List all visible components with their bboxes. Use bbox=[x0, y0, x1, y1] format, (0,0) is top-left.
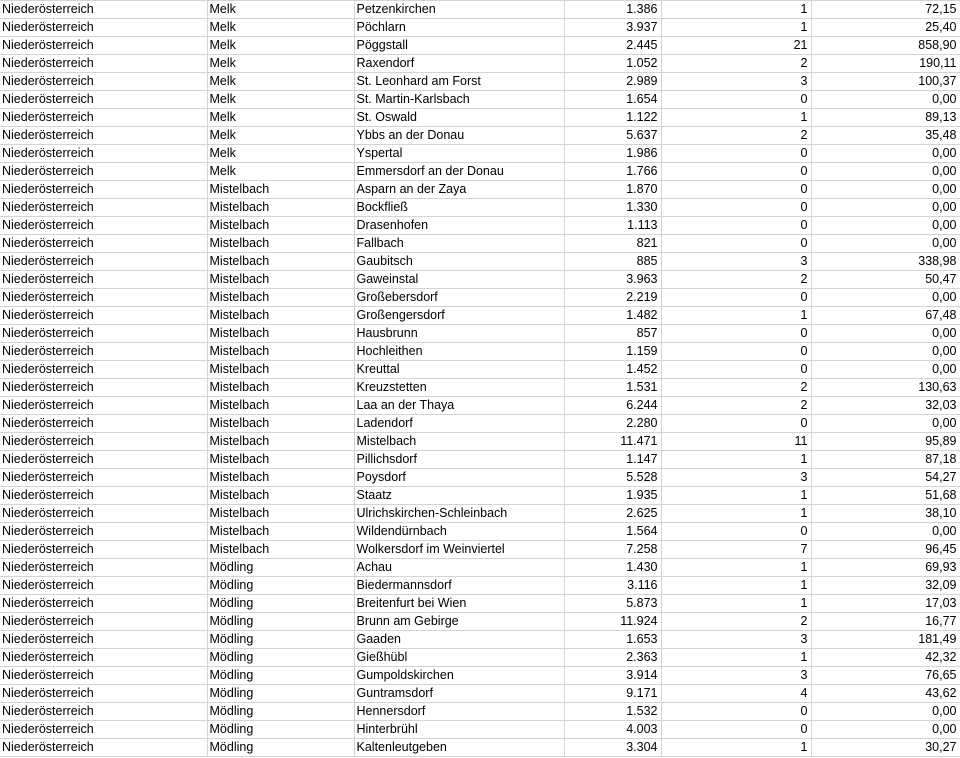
population-cell[interactable]: 2.219 bbox=[564, 289, 661, 307]
rate-cell[interactable]: 0,00 bbox=[811, 325, 960, 343]
table-row bbox=[0, 631, 960, 649]
district-cell[interactable]: Mistelbach bbox=[207, 541, 354, 559]
state-cell[interactable]: Niederösterreich bbox=[0, 595, 207, 613]
municipality-cell[interactable]: Großebersdorf bbox=[354, 289, 564, 307]
municipality-cell[interactable]: Mistelbach bbox=[354, 433, 564, 451]
count-cell[interactable]: 0 bbox=[661, 181, 811, 199]
table-row bbox=[0, 325, 960, 343]
table-row bbox=[0, 595, 960, 613]
population-cell[interactable]: 1.870 bbox=[564, 181, 661, 199]
table-row bbox=[0, 577, 960, 595]
district-cell[interactable]: Mödling bbox=[207, 613, 354, 631]
table-row bbox=[0, 343, 960, 361]
district-cell[interactable]: Melk bbox=[207, 127, 354, 145]
rate-cell[interactable]: 17,03 bbox=[811, 595, 960, 613]
population-cell[interactable]: 1.430 bbox=[564, 559, 661, 577]
population-cell[interactable]: 3.937 bbox=[564, 19, 661, 37]
table-row bbox=[0, 307, 960, 325]
rate-cell[interactable]: 16,77 bbox=[811, 613, 960, 631]
municipality-cell[interactable]: Hennersdorf bbox=[354, 703, 564, 721]
count-cell[interactable]: 0 bbox=[661, 523, 811, 541]
state-cell[interactable]: Niederösterreich bbox=[0, 379, 207, 397]
state-cell[interactable]: Niederösterreich bbox=[0, 73, 207, 91]
municipality-cell[interactable]: Ulrichskirchen-Schleinbach bbox=[354, 505, 564, 523]
rate-cell[interactable]: 95,89 bbox=[811, 433, 960, 451]
count-cell[interactable]: 1 bbox=[661, 577, 811, 595]
district-cell[interactable]: Mistelbach bbox=[207, 379, 354, 397]
count-cell[interactable]: 0 bbox=[661, 235, 811, 253]
table-row bbox=[0, 613, 960, 631]
state-cell[interactable]: Niederösterreich bbox=[0, 505, 207, 523]
count-cell[interactable]: 1 bbox=[661, 487, 811, 505]
municipality-cell[interactable]: Brunn am Gebirge bbox=[354, 613, 564, 631]
municipality-cell[interactable]: Gumpoldskirchen bbox=[354, 667, 564, 685]
rate-cell[interactable]: 38,10 bbox=[811, 505, 960, 523]
population-cell[interactable]: 11.924 bbox=[564, 613, 661, 631]
municipality-cell[interactable]: Emmersdorf an der Donau bbox=[354, 163, 564, 181]
table-row bbox=[0, 379, 960, 397]
rate-cell[interactable]: 51,68 bbox=[811, 487, 960, 505]
district-cell[interactable]: Mistelbach bbox=[207, 289, 354, 307]
table-row bbox=[0, 199, 960, 217]
municipality-cell[interactable]: Wildendürnbach bbox=[354, 523, 564, 541]
district-cell[interactable]: Mödling bbox=[207, 559, 354, 577]
count-cell[interactable]: 2 bbox=[661, 55, 811, 73]
state-cell[interactable]: Niederösterreich bbox=[0, 145, 207, 163]
table-row bbox=[0, 73, 960, 91]
state-cell[interactable]: Niederösterreich bbox=[0, 199, 207, 217]
municipality-cell[interactable]: Laa an der Thaya bbox=[354, 397, 564, 415]
rate-cell[interactable]: 338,98 bbox=[811, 253, 960, 271]
district-cell[interactable]: Mödling bbox=[207, 631, 354, 649]
count-cell[interactable]: 0 bbox=[661, 145, 811, 163]
population-cell[interactable]: 2.445 bbox=[564, 37, 661, 55]
state-cell[interactable]: Niederösterreich bbox=[0, 703, 207, 721]
municipality-cell[interactable]: Poysdorf bbox=[354, 469, 564, 487]
district-cell[interactable]: Mistelbach bbox=[207, 361, 354, 379]
rate-cell[interactable]: 72,15 bbox=[811, 1, 960, 19]
state-cell[interactable]: Niederösterreich bbox=[0, 559, 207, 577]
rate-cell[interactable]: 181,49 bbox=[811, 631, 960, 649]
population-cell[interactable]: 857 bbox=[564, 325, 661, 343]
population-cell[interactable]: 1.330 bbox=[564, 199, 661, 217]
table-row bbox=[0, 703, 960, 721]
state-cell[interactable]: Niederösterreich bbox=[0, 577, 207, 595]
rate-cell[interactable]: 0,00 bbox=[811, 181, 960, 199]
district-cell[interactable]: Mistelbach bbox=[207, 487, 354, 505]
rate-cell[interactable]: 87,18 bbox=[811, 451, 960, 469]
count-cell[interactable]: 1 bbox=[661, 595, 811, 613]
district-cell[interactable]: Mistelbach bbox=[207, 505, 354, 523]
state-cell[interactable]: Niederösterreich bbox=[0, 361, 207, 379]
table-row bbox=[0, 523, 960, 541]
district-cell[interactable]: Mistelbach bbox=[207, 469, 354, 487]
table-row bbox=[0, 451, 960, 469]
count-cell[interactable]: 0 bbox=[661, 91, 811, 109]
rate-cell[interactable]: 30,27 bbox=[811, 739, 960, 757]
population-cell[interactable]: 1.766 bbox=[564, 163, 661, 181]
table-row bbox=[0, 55, 960, 73]
population-cell[interactable]: 11.471 bbox=[564, 433, 661, 451]
rate-cell[interactable]: 32,03 bbox=[811, 397, 960, 415]
rate-cell[interactable]: 858,90 bbox=[811, 37, 960, 55]
table-row bbox=[0, 181, 960, 199]
state-cell[interactable]: Niederösterreich bbox=[0, 523, 207, 541]
population-cell[interactable]: 1.122 bbox=[564, 109, 661, 127]
count-cell[interactable]: 0 bbox=[661, 217, 811, 235]
count-cell[interactable]: 0 bbox=[661, 721, 811, 739]
state-cell[interactable]: Niederösterreich bbox=[0, 631, 207, 649]
count-cell[interactable]: 2 bbox=[661, 379, 811, 397]
count-cell[interactable]: 2 bbox=[661, 127, 811, 145]
state-cell[interactable]: Niederösterreich bbox=[0, 1, 207, 19]
count-cell[interactable]: 2 bbox=[661, 613, 811, 631]
state-cell[interactable]: Niederösterreich bbox=[0, 451, 207, 469]
table-row bbox=[0, 667, 960, 685]
population-cell[interactable]: 1.386 bbox=[564, 1, 661, 19]
count-cell[interactable]: 1 bbox=[661, 739, 811, 757]
count-cell[interactable]: 0 bbox=[661, 415, 811, 433]
district-cell[interactable]: Mödling bbox=[207, 721, 354, 739]
municipality-cell[interactable]: Yspertal bbox=[354, 145, 564, 163]
state-cell[interactable]: Niederösterreich bbox=[0, 217, 207, 235]
municipality-cell[interactable]: Petzenkirchen bbox=[354, 1, 564, 19]
municipality-cell[interactable]: Hausbrunn bbox=[354, 325, 564, 343]
state-cell[interactable]: Niederösterreich bbox=[0, 649, 207, 667]
municipality-cell[interactable]: Kreuzstetten bbox=[354, 379, 564, 397]
population-cell[interactable]: 1.653 bbox=[564, 631, 661, 649]
municipality-cell[interactable]: Hochleithen bbox=[354, 343, 564, 361]
table-row bbox=[0, 91, 960, 109]
count-cell[interactable]: 0 bbox=[661, 163, 811, 181]
municipality-cell[interactable]: Ladendorf bbox=[354, 415, 564, 433]
table-row bbox=[0, 397, 960, 415]
rate-cell[interactable]: 25,40 bbox=[811, 19, 960, 37]
municipality-cell[interactable]: Asparn an der Zaya bbox=[354, 181, 564, 199]
rate-cell[interactable]: 0,00 bbox=[811, 235, 960, 253]
state-cell[interactable]: Niederösterreich bbox=[0, 325, 207, 343]
table-row bbox=[0, 559, 960, 577]
population-cell[interactable]: 1.935 bbox=[564, 487, 661, 505]
table-row bbox=[0, 253, 960, 271]
count-cell[interactable]: 3 bbox=[661, 667, 811, 685]
count-cell[interactable]: 0 bbox=[661, 343, 811, 361]
population-cell[interactable]: 5.873 bbox=[564, 595, 661, 613]
population-cell[interactable]: 1.147 bbox=[564, 451, 661, 469]
table-row bbox=[0, 433, 960, 451]
population-cell[interactable]: 1.986 bbox=[564, 145, 661, 163]
state-cell[interactable]: Niederösterreich bbox=[0, 37, 207, 55]
count-cell[interactable]: 4 bbox=[661, 685, 811, 703]
table-row bbox=[0, 505, 960, 523]
rate-cell[interactable]: 0,00 bbox=[811, 163, 960, 181]
population-cell[interactable]: 1.654 bbox=[564, 91, 661, 109]
state-cell[interactable]: Niederösterreich bbox=[0, 433, 207, 451]
spreadsheet-body bbox=[0, 1, 960, 757]
state-cell[interactable]: Niederösterreich bbox=[0, 109, 207, 127]
count-cell[interactable]: 1 bbox=[661, 451, 811, 469]
district-cell[interactable]: Mistelbach bbox=[207, 433, 354, 451]
municipality-cell[interactable]: Drasenhofen bbox=[354, 217, 564, 235]
table-row bbox=[0, 217, 960, 235]
state-cell[interactable]: Niederösterreich bbox=[0, 289, 207, 307]
state-cell[interactable]: Niederösterreich bbox=[0, 127, 207, 145]
table-row bbox=[0, 739, 960, 757]
rate-cell[interactable]: 35,48 bbox=[811, 127, 960, 145]
district-cell[interactable]: Melk bbox=[207, 109, 354, 127]
district-cell[interactable]: Mödling bbox=[207, 577, 354, 595]
district-cell[interactable]: Mödling bbox=[207, 703, 354, 721]
rate-cell[interactable]: 69,93 bbox=[811, 559, 960, 577]
rate-cell[interactable]: 100,37 bbox=[811, 73, 960, 91]
count-cell[interactable]: 2 bbox=[661, 271, 811, 289]
district-cell[interactable]: Mödling bbox=[207, 739, 354, 757]
district-cell[interactable]: Mistelbach bbox=[207, 271, 354, 289]
population-cell[interactable]: 6.244 bbox=[564, 397, 661, 415]
table-row bbox=[0, 1, 960, 19]
population-cell[interactable]: 3.914 bbox=[564, 667, 661, 685]
district-cell[interactable]: Mistelbach bbox=[207, 343, 354, 361]
population-cell[interactable]: 5.637 bbox=[564, 127, 661, 145]
count-cell[interactable]: 2 bbox=[661, 397, 811, 415]
municipality-cell[interactable]: Pillichsdorf bbox=[354, 451, 564, 469]
table-row bbox=[0, 289, 960, 307]
rate-cell[interactable]: 67,48 bbox=[811, 307, 960, 325]
population-cell[interactable]: 3.116 bbox=[564, 577, 661, 595]
count-cell[interactable]: 3 bbox=[661, 469, 811, 487]
rate-cell[interactable]: 89,13 bbox=[811, 109, 960, 127]
rate-cell[interactable]: 0,00 bbox=[811, 199, 960, 217]
district-cell[interactable]: Mistelbach bbox=[207, 397, 354, 415]
state-cell[interactable]: Niederösterreich bbox=[0, 667, 207, 685]
rate-cell[interactable]: 42,32 bbox=[811, 649, 960, 667]
rate-cell[interactable]: 0,00 bbox=[811, 217, 960, 235]
table-row bbox=[0, 415, 960, 433]
population-cell[interactable]: 2.363 bbox=[564, 649, 661, 667]
district-cell[interactable]: Mistelbach bbox=[207, 325, 354, 343]
state-cell[interactable]: Niederösterreich bbox=[0, 163, 207, 181]
rate-cell[interactable]: 0,00 bbox=[811, 415, 960, 433]
state-cell[interactable]: Niederösterreich bbox=[0, 721, 207, 739]
population-cell[interactable]: 1.482 bbox=[564, 307, 661, 325]
table-row bbox=[0, 19, 960, 37]
state-cell[interactable]: Niederösterreich bbox=[0, 343, 207, 361]
district-cell[interactable]: Mistelbach bbox=[207, 523, 354, 541]
district-cell[interactable]: Melk bbox=[207, 91, 354, 109]
district-cell[interactable]: Mödling bbox=[207, 667, 354, 685]
state-cell[interactable]: Niederösterreich bbox=[0, 739, 207, 757]
municipality-cell[interactable]: Staatz bbox=[354, 487, 564, 505]
table-row bbox=[0, 235, 960, 253]
district-cell[interactable]: Mödling bbox=[207, 685, 354, 703]
rate-cell[interactable]: 130,63 bbox=[811, 379, 960, 397]
population-cell[interactable]: 3.963 bbox=[564, 271, 661, 289]
district-cell[interactable]: Mistelbach bbox=[207, 217, 354, 235]
municipality-cell[interactable]: Achau bbox=[354, 559, 564, 577]
municipality-cell[interactable]: Breitenfurt bei Wien bbox=[354, 595, 564, 613]
table-row bbox=[0, 469, 960, 487]
rate-cell[interactable]: 0,00 bbox=[811, 91, 960, 109]
population-cell[interactable]: 885 bbox=[564, 253, 661, 271]
rate-cell[interactable]: 96,45 bbox=[811, 541, 960, 559]
municipality-cell[interactable]: Pöchlarn bbox=[354, 19, 564, 37]
population-cell[interactable]: 821 bbox=[564, 235, 661, 253]
count-cell[interactable]: 3 bbox=[661, 253, 811, 271]
district-cell[interactable]: Melk bbox=[207, 37, 354, 55]
population-cell[interactable]: 2.625 bbox=[564, 505, 661, 523]
rate-cell[interactable]: 0,00 bbox=[811, 361, 960, 379]
table-row bbox=[0, 37, 960, 55]
municipality-cell[interactable]: Gaaden bbox=[354, 631, 564, 649]
population-cell[interactable]: 2.280 bbox=[564, 415, 661, 433]
population-cell[interactable]: 1.531 bbox=[564, 379, 661, 397]
municipality-cell[interactable]: St. Oswald bbox=[354, 109, 564, 127]
state-cell[interactable]: Niederösterreich bbox=[0, 541, 207, 559]
count-cell[interactable]: 0 bbox=[661, 199, 811, 217]
municipality-cell[interactable]: Bockfließ bbox=[354, 199, 564, 217]
state-cell[interactable]: Niederösterreich bbox=[0, 235, 207, 253]
state-cell[interactable]: Niederösterreich bbox=[0, 253, 207, 271]
municipality-cell[interactable]: Großengersdorf bbox=[354, 307, 564, 325]
rate-cell[interactable]: 54,27 bbox=[811, 469, 960, 487]
count-cell[interactable]: 3 bbox=[661, 73, 811, 91]
rate-cell[interactable]: 76,65 bbox=[811, 667, 960, 685]
state-cell[interactable]: Niederösterreich bbox=[0, 487, 207, 505]
count-cell[interactable]: 1 bbox=[661, 109, 811, 127]
population-cell[interactable]: 1.113 bbox=[564, 217, 661, 235]
state-cell[interactable]: Niederösterreich bbox=[0, 469, 207, 487]
district-cell[interactable]: Mistelbach bbox=[207, 199, 354, 217]
rate-cell[interactable]: 0,00 bbox=[811, 289, 960, 307]
population-cell[interactable]: 1.564 bbox=[564, 523, 661, 541]
count-cell[interactable]: 1 bbox=[661, 307, 811, 325]
population-cell[interactable]: 1.052 bbox=[564, 55, 661, 73]
municipality-cell[interactable]: Raxendorf bbox=[354, 55, 564, 73]
state-cell[interactable]: Niederösterreich bbox=[0, 19, 207, 37]
table-row bbox=[0, 127, 960, 145]
rate-cell[interactable]: 0,00 bbox=[811, 145, 960, 163]
population-cell[interactable]: 1.452 bbox=[564, 361, 661, 379]
table-row bbox=[0, 541, 960, 559]
rate-cell[interactable]: 50,47 bbox=[811, 271, 960, 289]
population-cell[interactable]: 3.304 bbox=[564, 739, 661, 757]
municipality-cell[interactable]: Gaweinstal bbox=[354, 271, 564, 289]
state-cell[interactable]: Niederösterreich bbox=[0, 181, 207, 199]
count-cell[interactable]: 1 bbox=[661, 19, 811, 37]
rate-cell[interactable]: 43,62 bbox=[811, 685, 960, 703]
municipality-cell[interactable]: Wolkersdorf im Weinviertel bbox=[354, 541, 564, 559]
table-row bbox=[0, 109, 960, 127]
district-cell[interactable]: Melk bbox=[207, 145, 354, 163]
rate-cell[interactable]: 190,11 bbox=[811, 55, 960, 73]
municipality-cell[interactable]: Hinterbrühl bbox=[354, 721, 564, 739]
state-cell[interactable]: Niederösterreich bbox=[0, 415, 207, 433]
rate-cell[interactable]: 0,00 bbox=[811, 721, 960, 739]
rate-cell[interactable]: 32,09 bbox=[811, 577, 960, 595]
count-cell[interactable]: 7 bbox=[661, 541, 811, 559]
count-cell[interactable]: 3 bbox=[661, 631, 811, 649]
municipality-cell[interactable]: Guntramsdorf bbox=[354, 685, 564, 703]
count-cell[interactable]: 21 bbox=[661, 37, 811, 55]
district-cell[interactable]: Mistelbach bbox=[207, 415, 354, 433]
district-cell[interactable]: Mödling bbox=[207, 595, 354, 613]
municipality-cell[interactable]: Pöggstall bbox=[354, 37, 564, 55]
count-cell[interactable]: 1 bbox=[661, 649, 811, 667]
municipality-cell[interactable]: St. Leonhard am Forst bbox=[354, 73, 564, 91]
district-cell[interactable]: Mödling bbox=[207, 649, 354, 667]
count-cell[interactable]: 0 bbox=[661, 325, 811, 343]
population-cell[interactable]: 1.159 bbox=[564, 343, 661, 361]
state-cell[interactable]: Niederösterreich bbox=[0, 271, 207, 289]
municipality-cell[interactable]: Biedermannsdorf bbox=[354, 577, 564, 595]
count-cell[interactable]: 1 bbox=[661, 559, 811, 577]
district-cell[interactable]: Melk bbox=[207, 55, 354, 73]
table-row bbox=[0, 145, 960, 163]
municipality-cell[interactable]: Kaltenleutgeben bbox=[354, 739, 564, 757]
district-cell[interactable]: Mistelbach bbox=[207, 181, 354, 199]
state-cell[interactable]: Niederösterreich bbox=[0, 307, 207, 325]
count-cell[interactable]: 1 bbox=[661, 1, 811, 19]
district-cell[interactable]: Melk bbox=[207, 19, 354, 37]
state-cell[interactable]: Niederösterreich bbox=[0, 397, 207, 415]
table-row bbox=[0, 487, 960, 505]
municipality-cell[interactable]: Ybbs an der Donau bbox=[354, 127, 564, 145]
count-cell[interactable]: 1 bbox=[661, 505, 811, 523]
municipality-cell[interactable]: Gießhübl bbox=[354, 649, 564, 667]
district-cell[interactable]: Mistelbach bbox=[207, 235, 354, 253]
state-cell[interactable]: Niederösterreich bbox=[0, 91, 207, 109]
district-cell[interactable]: Mistelbach bbox=[207, 451, 354, 469]
table-row bbox=[0, 271, 960, 289]
state-cell[interactable]: Niederösterreich bbox=[0, 55, 207, 73]
municipality-cell[interactable]: Fallbach bbox=[354, 235, 564, 253]
state-cell[interactable]: Niederösterreich bbox=[0, 685, 207, 703]
district-cell[interactable]: Melk bbox=[207, 163, 354, 181]
population-cell[interactable]: 2.989 bbox=[564, 73, 661, 91]
table-row bbox=[0, 649, 960, 667]
rate-cell[interactable]: 0,00 bbox=[811, 523, 960, 541]
population-cell[interactable]: 4.003 bbox=[564, 721, 661, 739]
count-cell[interactable]: 0 bbox=[661, 289, 811, 307]
state-cell[interactable]: Niederösterreich bbox=[0, 613, 207, 631]
district-cell[interactable]: Mistelbach bbox=[207, 253, 354, 271]
table-row bbox=[0, 685, 960, 703]
district-cell[interactable]: Mistelbach bbox=[207, 307, 354, 325]
municipality-cell[interactable]: Gaubitsch bbox=[354, 253, 564, 271]
population-cell[interactable]: 7.258 bbox=[564, 541, 661, 559]
rate-cell[interactable]: 0,00 bbox=[811, 343, 960, 361]
table-row bbox=[0, 361, 960, 379]
table-row bbox=[0, 721, 960, 739]
district-cell[interactable]: Melk bbox=[207, 73, 354, 91]
population-cell[interactable]: 1.532 bbox=[564, 703, 661, 721]
district-cell[interactable]: Melk bbox=[207, 1, 354, 19]
population-cell[interactable]: 5.528 bbox=[564, 469, 661, 487]
population-cell[interactable]: 9.171 bbox=[564, 685, 661, 703]
count-cell[interactable]: 11 bbox=[661, 433, 811, 451]
table-row bbox=[0, 163, 960, 181]
municipality-cell[interactable]: Kreuttal bbox=[354, 361, 564, 379]
rate-cell[interactable]: 0,00 bbox=[811, 703, 960, 721]
count-cell[interactable]: 0 bbox=[661, 703, 811, 721]
municipality-cell[interactable]: St. Martin-Karlsbach bbox=[354, 91, 564, 109]
count-cell[interactable]: 0 bbox=[661, 361, 811, 379]
